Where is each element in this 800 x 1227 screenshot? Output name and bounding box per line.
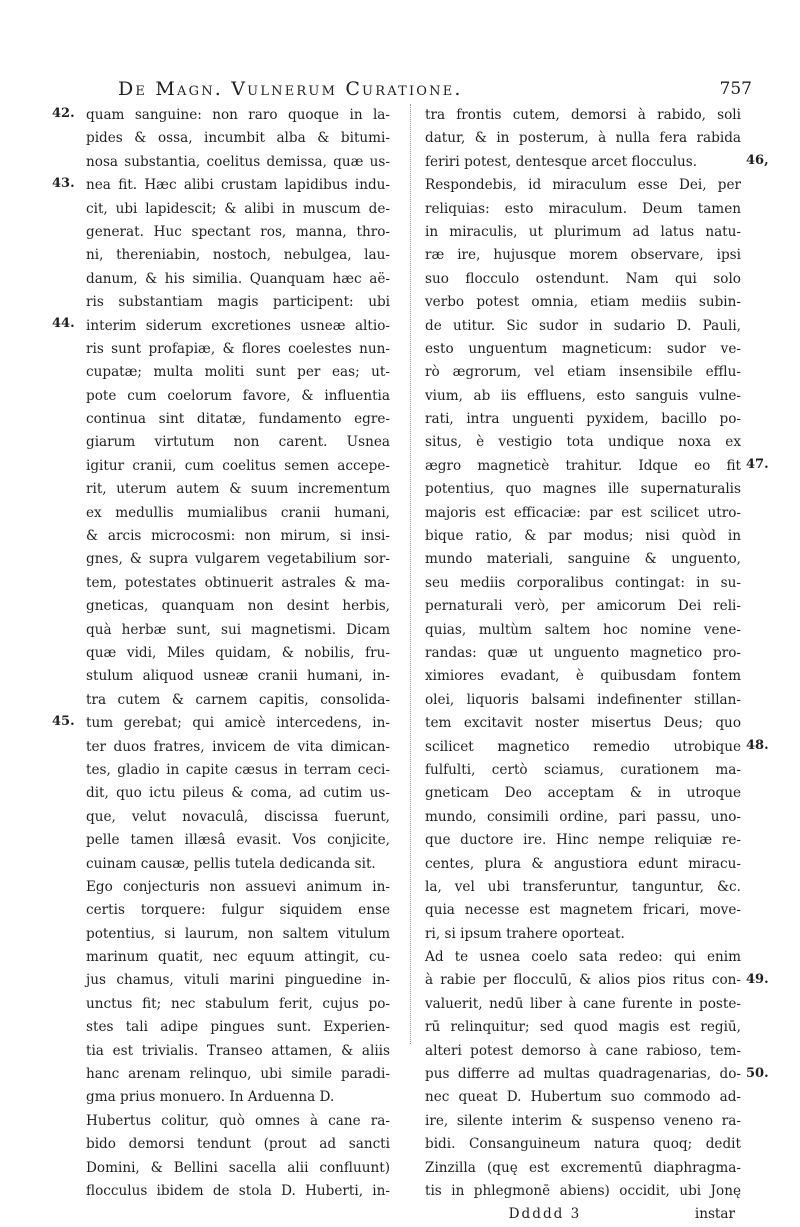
text-line: pote cum coelorum favore, & influentia [86, 387, 390, 404]
text-line: potentius, quo magnes ille supernaturalis [425, 481, 741, 498]
margin-number: 43. [52, 176, 75, 191]
text-line: mundo, consimili ordine, pari passu, uno- [425, 808, 741, 825]
text-line: instar [694, 1206, 735, 1223]
text-line: mundo materiali, sanguine & unguento, [425, 551, 741, 568]
text-line: scilicet magnetico remedio utrobique [425, 738, 741, 755]
text-line: olei, liquoris balsami indefinenter stillan- [425, 691, 741, 708]
margin-number: 42. [52, 106, 75, 121]
text-line: Hubertus colitur, quò omnes à cane ra- [86, 1112, 390, 1129]
text-line: tum gerebat; qui amicè intercedens, in- [86, 715, 390, 732]
text-line: de utitur. Sic sudor in sudario D. Pauli, [425, 317, 741, 334]
text-line: stes tali adipe pingues sunt. Experien- [86, 1019, 390, 1036]
text-line: pelle tamen illæsâ evasit. Vos conjicite, [86, 832, 390, 849]
margin-number: 44. [52, 316, 75, 331]
text-line: gneticas, quanquam non desint herbis, [86, 598, 390, 615]
text-line: feriri potest, dentesque arcet flocculus. [425, 153, 698, 170]
text-line: gneticam Deo acceptam & in utroque [425, 785, 741, 802]
text-line: verbo potest omnia, etiam mediis subin- [425, 294, 741, 311]
text-line: Domini, & Bellini sacella alii confluunt) [86, 1159, 390, 1176]
page-number: 757 [719, 79, 752, 99]
text-line: nosa substantia, coelitus demissa, quæ us- [86, 153, 390, 170]
text-line: que ductore ire. Hinc nempe reliquiæ re- [425, 832, 741, 849]
text-line: tes, gladio in capite cæsus in terram ceci- [86, 761, 390, 778]
margin-number: 45. [52, 714, 75, 729]
text-line: jus chamus, vituli marini pinguedine in- [86, 972, 390, 989]
text-line: rati, intra unguenti pyxidem, bacillo po- [425, 411, 741, 428]
text-line: danum, & his similia. Quanquam hæc aë- [86, 270, 390, 287]
text-line: pus differre ad multas quadragenarias, do- [425, 1066, 741, 1083]
column-divider [410, 104, 411, 1044]
margin-number: 49. [746, 972, 769, 987]
text-line: ex medullis mumialibus cranii humani, [86, 504, 390, 521]
margin-number: 46, [746, 153, 769, 168]
text-line: continua sint ditatæ, fundamento egre- [86, 411, 390, 428]
text-line: tem excitavit noster misertus Deus; quo [425, 715, 741, 732]
text-line: gnes, & supra vulgarem vegetabilium sor- [86, 551, 390, 568]
margin-number: 50. [746, 1066, 769, 1081]
text-line: situs, è vestigio tota undique noxa ex [425, 434, 741, 451]
text-line: stulum aliquod usneæ cranii humani, in- [86, 668, 390, 685]
text-line: certis torquere: fulgur siquidem ense [86, 902, 390, 919]
text-line: rit, uterum autem & suum incrementum [86, 481, 390, 498]
text-line: dit, quo ictu pileus & coma, ad cutim us- [86, 785, 390, 802]
text-line: ris sunt profapiæ, & flores coelestes nun- [86, 340, 390, 357]
text-line: nea fit. Hæc alibi crustam lapidibus indu- [86, 177, 390, 194]
text-line: ni, thereniabin, nostoch, nebulgea, lau- [86, 247, 390, 264]
text-line: marinum quatit, nec equum attingit, cu- [86, 949, 390, 966]
text-line: quà herbæ sunt, sui magnetismi. Dicam [86, 621, 390, 638]
text-line: Zinzilla (quę est excrementū diaphragma- [425, 1159, 741, 1176]
text-line: randas: quæ ut unguento magnetico pro- [425, 644, 741, 661]
text-line: tra cutem & carnem capitis, consolida- [86, 691, 390, 708]
text-line: nec queat D. Hubertum suo commodo ad- [425, 1089, 741, 1106]
text-line: flocculus ibidem de stola D. Huberti, in- [86, 1182, 390, 1199]
text-line: quia necesse est magnetem fricari, move- [425, 902, 741, 919]
text-line: Respondebis, id miraculum esse Dei, per [425, 177, 741, 194]
text-line: pernaturali verò, per amicorum Dei reli- [425, 598, 741, 615]
text-line: rū relinquitur; sed quod magis est regiū, [425, 1019, 741, 1036]
text-line: tis in phlegmonē abiens) occidit, ubi Jonę [425, 1182, 741, 1199]
page-header [80, 78, 760, 106]
text-line: datur, & in posterum, à nulla fera rabida [425, 130, 741, 147]
text-line: giarum virtutum non carent. Usnea [86, 434, 390, 451]
text-line: la, vel ubi transferuntur, tanguntur, &c. [425, 878, 741, 895]
text-line: interim siderum excretiones usneæ altio- [86, 317, 390, 334]
text-line: cit, ubi lapidescit; & alibi in muscum de- [86, 200, 390, 217]
text-line: centes, plura & angustiora edunt miracu- [425, 855, 741, 872]
left-column [86, 104, 390, 1199]
margin-number: 48. [746, 738, 769, 753]
text-line: bido demorsi tendunt (prout ad sancti [86, 1136, 390, 1153]
text-line: cupatæ; multa moliti sunt per eas; ut- [86, 364, 390, 381]
text-line: ægro magneticè trahitur. Idque eo fit [425, 457, 741, 474]
text-line: ter duos fratres, invicem de vita dimican- [86, 738, 390, 755]
text-line: pides & ossa, incumbit alba & bitumi- [86, 130, 390, 147]
text-line: majoris est efficaciæ: par est scilicet utro- [425, 504, 741, 521]
text-line: tra frontis cutem, demorsi à rabido, soli [425, 107, 741, 123]
text-line: suo flocculo ostendunt. Nam qui solo [425, 270, 741, 287]
text-line: tia est trivialis. Transeo attamen, & aliis [86, 1042, 390, 1059]
margin-number: 47. [746, 457, 769, 472]
text-line: seu mediis corporalibus contingat: in su- [425, 574, 741, 591]
text-line: valuerit, nedū liber à cane furente in poste- [425, 995, 741, 1012]
text-line: quam sanguine: non raro quoque in la- [86, 107, 390, 123]
right-column [425, 104, 741, 1223]
text-line: igitur cranii, cum coelitus semen accepe- [86, 457, 390, 474]
text-line: & arcis microcosmi: non mirum, si insi- [86, 528, 390, 545]
running-title: De Magn. Vulnerum Curatione. [118, 78, 463, 100]
text-line: quias, multùm saltem hoc nomine vene- [425, 621, 741, 638]
text-line: tem, potestates obtinuerit astrales & ma- [86, 574, 390, 591]
text-line: reliquias: esto miraculum. Deum tamen [425, 200, 741, 217]
text-line: bique ratio, & par modus; nisi quòd in [425, 528, 741, 545]
text-line: generat. Huc spectant ros, manna, thro- [86, 223, 390, 240]
text-line: à rabie per flocculū, & alios pios ritus con- [425, 972, 741, 989]
text-line: Ego conjecturis non assuevi animum in- [86, 878, 390, 895]
text-line: ræ ire, hujusque morem observare, ipsi [425, 247, 741, 264]
text-line: cuinam causæ, pellis tutela dedicanda sit. [86, 855, 376, 872]
text-line: alteri potest demorso à cane rabioso, tem- [425, 1042, 741, 1059]
text-line: ire, silente interim & suspenso veneno ra- [425, 1112, 741, 1129]
text-line: in miraculis, ut plurimum ad latus natu- [425, 223, 741, 240]
text-line: Ad te usnea coelo sata redeo: qui enim [425, 949, 741, 966]
text-line: gma prius monuero. In Arduenna D. [86, 1089, 335, 1106]
text-line: bidi. Consanguineum natura quoq; dedit [425, 1136, 741, 1153]
text-line: quæ vidi, Miles quidam, & nobilis, fru- [86, 644, 390, 661]
text-line: potentius, si laurum, non saltem vitulum [86, 925, 390, 942]
text-line: esto unguentum magneticum: sudor ve- [425, 340, 741, 357]
text-line: ximiores evadant, è quibusdam fontem [425, 668, 741, 685]
text-line: hanc arenam relinquo, ubi simile paradi- [86, 1066, 390, 1083]
text-line: ris substantiam magis participent: ubi [86, 294, 390, 311]
text-line: rò ægrorum, vel etiam insensibile efflu- [425, 364, 741, 381]
text-line: fulfulti, certò sciamus, curationem ma- [425, 761, 741, 778]
text-line: que, velut novaculâ, discissa fuerunt, [86, 808, 390, 825]
text-line: ri, si ipsum trahere oporteat. [425, 925, 625, 942]
text-line: unctus fit; nec stabulum ferit, cujus po- [86, 995, 390, 1012]
text-line: vium, ab iis effluens, esto sanguis vulne- [425, 387, 741, 404]
text-line: Ddddd 3 [508, 1206, 582, 1223]
